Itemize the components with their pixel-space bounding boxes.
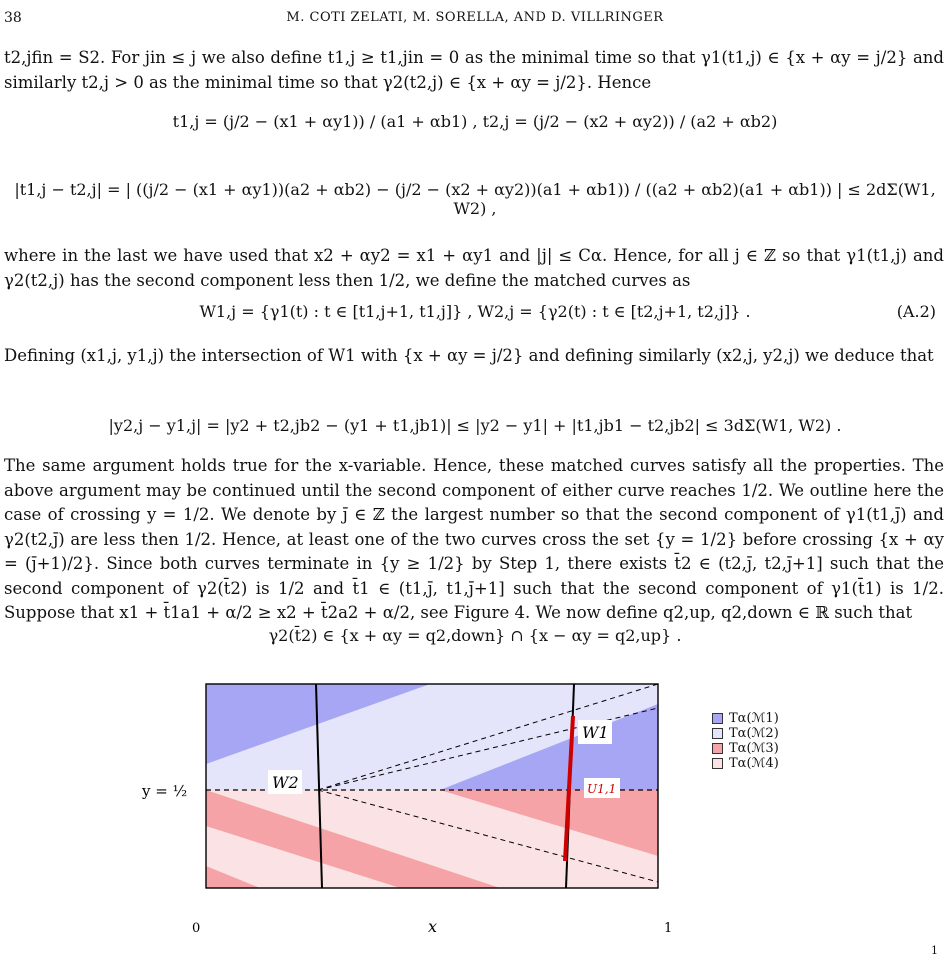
paragraph-4: The same argument holds true for the x-variable. Hence, these matched curves satisfy all the properties. The above argument may be continued until the second component of either curve reaches 1/2. We outline here the case of crossing y = 1/2. We denote by j̄ ∈ ℤ the largest number so that the second component of γ1(t1,j̄) and γ2(t2,j̄) are less then 1/2. Hence, at least one of the two curves cross the set {y = 1/2} before crossing {x + αy = (j̄+1)/2}. Since both curves terminate in {y ≥ 1/2} by Step 1, there exists t̄2 ∈ (t2,j̄, t2,j̄+1] such that the second component of γ2(t̄2) is 1/2 and t̄1 ∈ (t1,j̄, t1,j̄+1] such that the second component of γ1(t̄1) is 1/2. Suppose that x1 + t̄1a1 + α/2 ≥ x2 + t̄2a2 + α/2, see Figure 4. We now define q2,up, q2,down ∈ ℝ such that	[4, 456, 944, 622]
legend-swatch-m4	[712, 758, 723, 769]
tick-one: 1	[664, 921, 673, 936]
paragraph-1: t2,jfin = S2. For jin ≤ j we also define t1,j ≥ t1,jin = 0 as the minimal time so that γ1(t1,j) ∈ {x + αy = j/2} and similarly t2,j > 0 as the minimal time so that γ2(t2,j) ∈ {x + αy = j/2}. Hence	[4, 48, 944, 92]
running-head: M. COTI ZELATI, M. SORELLA, AND D. VILLRINGER	[286, 10, 664, 25]
figure-legend	[712, 711, 779, 771]
legend-label: Tα(ℳ3)	[729, 741, 779, 756]
label-u11: U1,1	[587, 782, 617, 796]
legend-item	[712, 741, 779, 756]
equation-gamma2-intersection: γ2(t̄2) ∈ {x + αy = q2,down} ∩ {x − αy = q2,up} .	[268, 626, 682, 645]
paragraph-2: where in the last we have used that x2 + αy2 = x1 + αy1 and |j| ≤ Cα. Hence, for all j ∈ ℤ so that γ1(t1,j) and γ2(t2,j) has the second component less then 1/2, we define the matched curves as	[4, 246, 944, 290]
legend-label: Tα(ℳ4)	[729, 756, 779, 771]
equation-t1j-t2j: t1,j = (j/2 − (x1 + αy1)) / (a1 + αb1) , t2,j = (j/2 − (x2 + αy2)) / (a2 + αb2)	[172, 112, 778, 131]
figure-4	[140, 656, 700, 956]
legend-label: Tα(ℳ2)	[729, 726, 779, 741]
equation-matched-curves: W1,j = {γ1(t) : t ∈ [t1,j+1, t1,j]} , W2,j = {γ2(t) : t ∈ [t2,j+1, t2,j]} .	[199, 302, 751, 321]
legend-label: Tα(ℳ1)	[729, 711, 779, 726]
page-number: 38	[4, 10, 22, 26]
legend-item	[712, 726, 779, 741]
footnote-fragment: 1	[931, 944, 938, 957]
label-w1: W1	[582, 723, 609, 742]
legend-swatch-m2	[712, 728, 723, 739]
tick-zero: 0	[192, 921, 201, 936]
legend-swatch-m1	[712, 713, 723, 724]
legend-item	[712, 756, 779, 771]
label-y-half: y = ½	[142, 782, 188, 800]
label-x-axis: x	[428, 917, 438, 936]
equation-tag: (A.2)	[896, 302, 936, 321]
legend-swatch-m3	[712, 743, 723, 754]
legend-item	[712, 711, 779, 726]
paragraph-3: Defining (x1,j, y1,j) the intersection of W1 with {x + αy = j/2} and defining similarly (x2,j, y2,j) we deduce that	[4, 346, 934, 365]
label-w2: W2	[272, 773, 299, 792]
equation-difference-t: |t1,j − t2,j| = | ((j/2 − (x1 + αy1))(a2 + αb2) − (j/2 − (x2 + αy2))(a1 + αb1)) / ((a2 + αb2)(a1 + αb1)) | ≤ 2dΣ(W1, W2) ,	[14, 180, 936, 218]
page-header	[0, 10, 950, 32]
equation-y-difference: |y2,j − y1,j| = |y2 + t2,jb2 − (y1 + t1,jb1)| ≤ |y2 − y1| + |t1,jb1 − t2,jb2| ≤ 3dΣ(W1, W2) .	[108, 416, 842, 435]
